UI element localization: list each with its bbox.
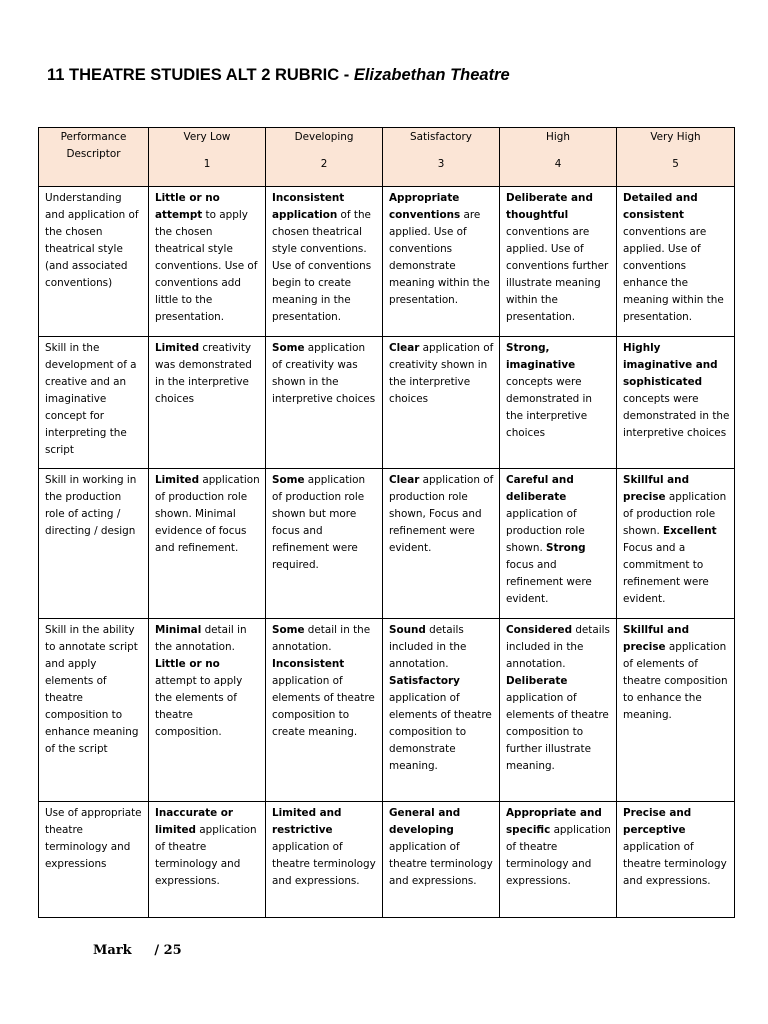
rubric-cell: Limited and restrictive application of theatre terminology and expressions. [266, 802, 383, 918]
level-label: Satisfactory [410, 131, 472, 143]
header-level-3 [383, 128, 500, 187]
header-level-5 [617, 128, 735, 187]
mark-total: / 25 [154, 943, 182, 958]
rubric-table [38, 127, 735, 918]
rubric-cell: Sound details included in the annotation. Satisfactory application of elements of theatre composition to demonstrate meaning. [383, 619, 500, 802]
level-label: High [546, 131, 570, 143]
header-level-4 [500, 128, 617, 187]
rubric-cell: Some application of creativity was shown in the interpretive choices [266, 337, 383, 469]
row-descriptor: Understanding and application of the chosen theatrical style (and associated conventions) [39, 187, 149, 337]
rubric-cell: Careful and deliberate application of production role shown. Strong focus and refinement were evident. [500, 469, 617, 619]
level-number: 3 [437, 158, 445, 170]
mark-label: Mark [93, 943, 132, 958]
rubric-cell: Some application of production role shown but more focus and refinement were required. [266, 469, 383, 619]
rubric-cell: Deliberate and thoughtful conventions are applied. Use of conventions further illustrate meaning within the presentation. [500, 187, 617, 337]
rubric-cell: Detailed and consistent conventions are applied. Use of conventions enhance the meaning within the presentation. [617, 187, 735, 337]
rubric-cell: Limited application of production role shown. Minimal evidence of focus and refinement. [149, 469, 266, 619]
table-row [39, 337, 735, 469]
rubric-cell: Minimal detail in the annotation. Little or no attempt to apply the elements of theatre composition. [149, 619, 266, 802]
table-row [39, 187, 735, 337]
rubric-cell: Considered details included in the annotation. Deliberate application of elements of theatre composition to further illustrate meaning. [500, 619, 617, 802]
rubric-cell: Appropriate conventions are applied. Use of conventions demonstrate meaning within the presentation. [383, 187, 500, 337]
row-descriptor: Use of appropriate theatre terminology and expressions [39, 802, 149, 918]
row-descriptor: Skill in the ability to annotate script and apply elements of theatre composition to enhance meaning of the script [39, 619, 149, 802]
level-number: 5 [672, 158, 679, 170]
table-row [39, 619, 735, 802]
rubric-cell: Skillful and precise application of production role shown. Excellent Focus and a commitment to refinement were evident. [617, 469, 735, 619]
level-label: Developing [294, 131, 354, 143]
rubric-cell: Highly imaginative and sophisticated concepts were demonstrated in the interpretive choices [617, 337, 735, 469]
rubric-cell: Strong, imaginative concepts were demonstrated in the interpretive choices [500, 337, 617, 469]
rubric-cell: Clear application of production role shown, Focus and refinement were evident. [383, 469, 500, 619]
level-label: Very High [650, 131, 701, 143]
rubric-cell: General and developing application of theatre terminology and expressions. [383, 802, 500, 918]
rubric-cell: Skillful and precise application of elements of theatre composition to enhance the meaning. [617, 619, 735, 802]
table-row [39, 802, 735, 918]
title-main: 11 THEATRE STUDIES ALT 2 RUBRIC - [47, 66, 354, 84]
rubric-cell: Limited creativity was demonstrated in the interpretive choices [149, 337, 266, 469]
table-row [39, 469, 735, 619]
header-level-1 [149, 128, 266, 187]
rubric-cell: Appropriate and specific application of theatre terminology and expressions. [500, 802, 617, 918]
level-number: 2 [320, 158, 328, 170]
mark-field [93, 943, 182, 958]
row-descriptor: Skill in working in the production role of acting / directing / design [39, 469, 149, 619]
rubric-cell: Clear application of creativity shown in the interpretive choices [383, 337, 500, 469]
page-title [47, 66, 510, 85]
level-number: 4 [554, 158, 562, 170]
rubric-cell: Little or no attempt to apply the chosen theatrical style conventions. Use of conventions add little to the presentation. [149, 187, 266, 337]
title-italic: Elizabethan Theatre [353, 66, 510, 84]
row-descriptor: Skill in the development of a creative and an imaginative concept for interpreting the script [39, 337, 149, 469]
level-label: Very Low [183, 131, 231, 143]
level-number: 1 [203, 158, 211, 170]
header-level-2 [266, 128, 383, 187]
header-row [39, 128, 735, 187]
rubric-cell: Precise and perceptive application of theatre terminology and expressions. [617, 802, 735, 918]
rubric-cell: Some detail in the annotation. Inconsistent application of elements of theatre composition to create meaning. [266, 619, 383, 802]
rubric-cell: Inaccurate or limited application of theatre terminology and expressions. [149, 802, 266, 918]
rubric-cell: Inconsistent application of the chosen theatrical style conventions. Use of conventions begin to create meaning in the presentation. [266, 187, 383, 337]
header-descriptor: Performance Descriptor [39, 128, 149, 187]
